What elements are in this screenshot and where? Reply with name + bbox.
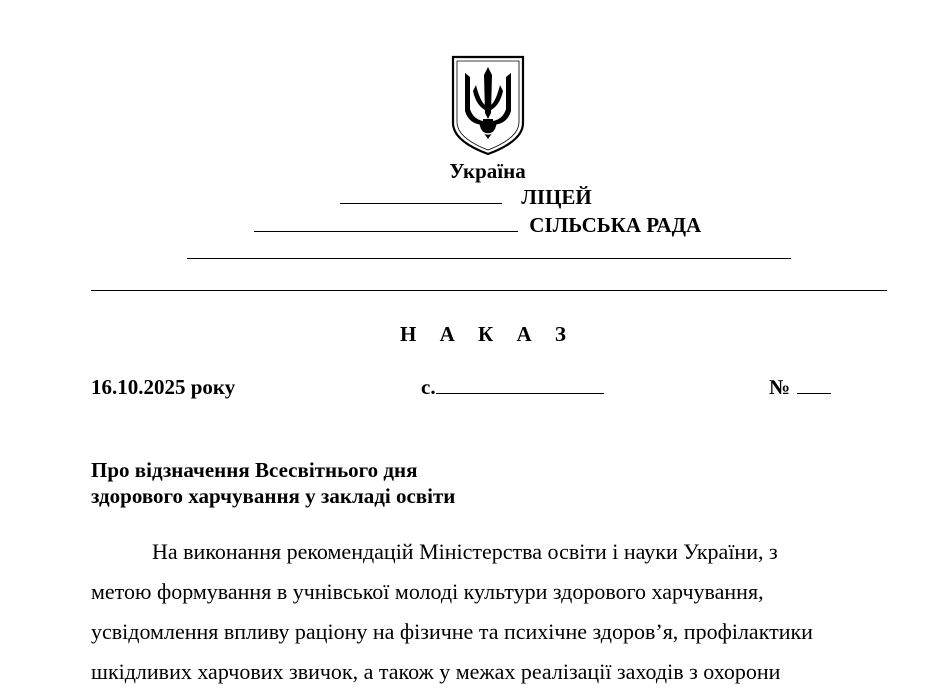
- number-prefix: №: [769, 375, 791, 399]
- body-line-1: На виконання рекомендацій Міністерства освіти і науки України, з: [152, 539, 778, 564]
- council-line: [254, 212, 701, 238]
- place-name-blank: [436, 375, 604, 394]
- coat-of-arms-icon: [449, 53, 527, 157]
- header-divider: [91, 290, 887, 291]
- country-name: Україна: [449, 159, 526, 183]
- body-line-3: усвідомлення впливу раціону на фізичне та психічне здоров’я, профілактики: [91, 619, 813, 644]
- place-prefix: с.: [421, 375, 436, 399]
- institution-label: ЛІЦЕЙ: [521, 185, 592, 209]
- order-title: Н А К А З: [400, 322, 575, 346]
- order-date: 16.10.2025 року: [91, 375, 236, 399]
- council-name-blank: [254, 213, 518, 232]
- order-body: [91, 532, 891, 692]
- order-subject: [91, 457, 455, 509]
- order-place: [421, 374, 604, 400]
- order-number-blank: [797, 375, 831, 394]
- council-label: СІЛЬСЬКА РАДА: [529, 213, 702, 237]
- subject-line-2: здорового харчування у закладі освіти: [91, 484, 456, 508]
- order-number: [769, 374, 831, 400]
- body-line-2: метою формування в учнівської молоді культури здорового харчування,: [91, 579, 764, 604]
- institution-name-blank: [340, 185, 502, 204]
- body-line-4: шкідливих харчових звичок, а також у межах реалізації заходів з охорони: [91, 659, 781, 684]
- address-underline: [187, 258, 791, 259]
- institution-line: [340, 184, 592, 210]
- subject-line-1: Про відзначення Всесвітнього дня: [91, 458, 418, 482]
